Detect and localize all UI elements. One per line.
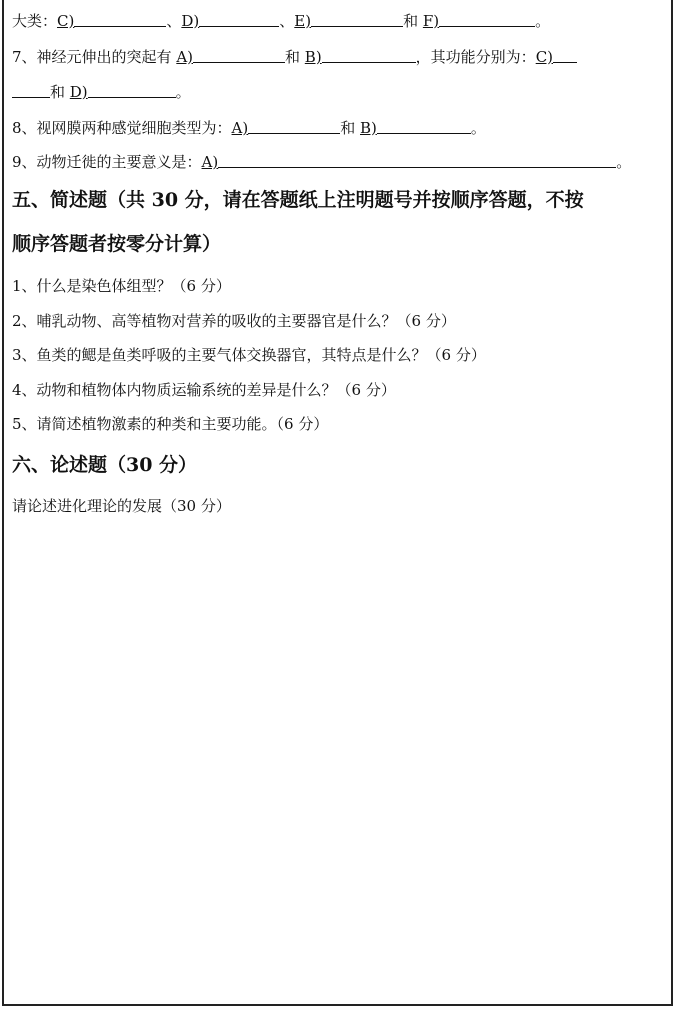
q7-blank-c[interactable] [553, 46, 577, 63]
question-9 [12, 150, 631, 172]
q7-text2: ，其功能分别为： [415, 48, 536, 66]
q6-blank-d-label: D) [181, 12, 200, 30]
q6-blank-f[interactable] [439, 10, 535, 27]
q9-blank-a[interactable] [218, 151, 616, 168]
section-5-item: 2、哺乳动物、高等植物对营养的吸收的主要器官是什么？（6 分） [12, 312, 456, 330]
q8-end: 。 [470, 119, 486, 137]
section-6-title: 六、论述题（30 分） [12, 454, 198, 476]
q6-blank-e[interactable] [311, 10, 403, 27]
q7-blank-a-label: A) [176, 48, 194, 66]
q8-blank-a-label: A) [231, 119, 249, 137]
q8-blank-b-label: B) [360, 119, 377, 137]
q6-blank-d[interactable] [199, 10, 279, 27]
q7-blank-d[interactable] [88, 81, 176, 98]
question-7 [12, 45, 577, 67]
q6-sep3: 和 [403, 12, 423, 30]
section-5-item: 5、请简述植物激素的种类和主要功能。（6 分） [12, 415, 329, 433]
section-5-title-line2: 顺序答题者按零分计算） [12, 233, 222, 255]
q9-text: 9、动物迁徙的主要意义是： [12, 153, 202, 171]
q6-blank-c-label: C) [57, 12, 75, 30]
section-6-question: 请论述进化理论的发展（30 分） [12, 497, 231, 515]
question-6-continuation [12, 9, 550, 31]
q8-and: 和 [340, 119, 361, 137]
q7-blank-d-label: D) [69, 83, 88, 101]
section-5-item: 4、动物和植物体内物质运输系统的差异是什么？（6 分） [12, 381, 396, 399]
question-8 [12, 116, 486, 138]
section-5-title-line1: 五、简述题（共 30 分，请在答题纸上注明题号并按顺序答题，不按 [12, 189, 584, 211]
q6-sep2: 、 [279, 12, 295, 30]
q8-blank-b[interactable] [377, 117, 471, 134]
q6-sep1: 、 [166, 12, 182, 30]
q6-blank-f-label: F) [422, 12, 440, 30]
q7-blank-b[interactable] [322, 46, 416, 63]
q7-text1: 7、神经元伸出的突起有 [12, 48, 177, 66]
q7-blank-c-cont[interactable] [12, 81, 50, 98]
q7-blank-a[interactable] [193, 46, 285, 63]
q8-blank-a[interactable] [248, 117, 340, 134]
section-5-item: 3、鱼类的鳃是鱼类呼吸的主要气体交换器官，其特点是什么？（6 分） [12, 346, 486, 364]
q7-end: 。 [175, 83, 191, 101]
q6-blank-c[interactable] [74, 10, 166, 27]
q6-end: 。 [535, 12, 551, 30]
section-5-item: 1、什么是染色体组型？（6 分） [12, 277, 231, 295]
q6-prefix: 大类： [12, 12, 58, 30]
q9-blank-a-label: A) [201, 153, 219, 171]
q8-text: 8、视网膜两种感觉细胞类型为： [12, 119, 232, 137]
q9-end: 。 [616, 153, 632, 171]
question-7-continuation [12, 80, 191, 102]
q7-and2: 和 [50, 83, 70, 101]
q7-blank-b-label: B) [304, 48, 322, 66]
q7-and1: 和 [285, 48, 305, 66]
q7-blank-c-label: C) [535, 48, 554, 66]
q6-blank-e-label: E) [294, 12, 312, 30]
